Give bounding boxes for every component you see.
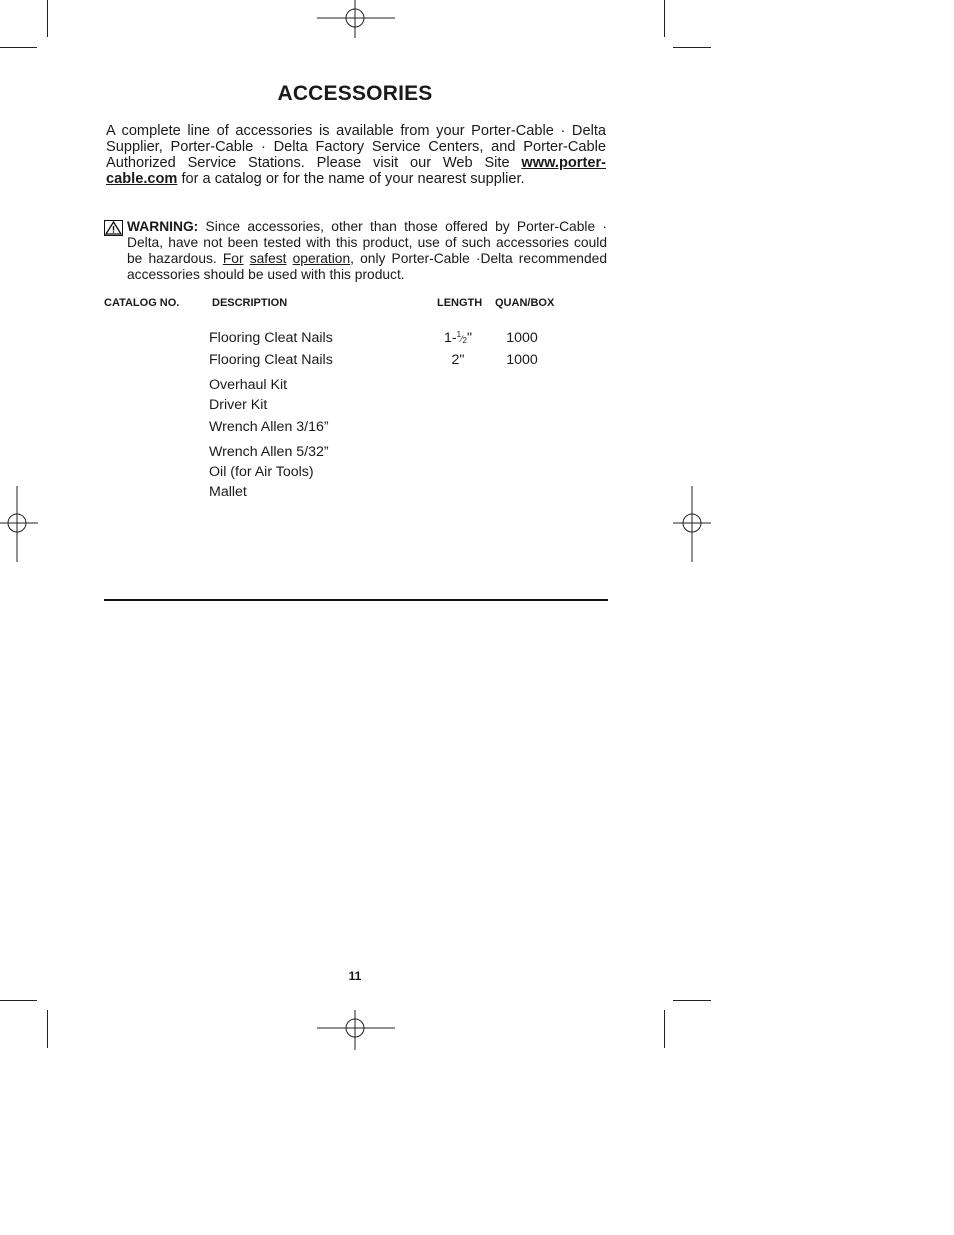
- warning-underlined-word: operation: [292, 251, 351, 266]
- crop-mark: [664, 0, 665, 37]
- item-description: Flooring Cleat Nails: [209, 330, 333, 346]
- registration-mark-icon: [317, 1010, 395, 1050]
- warning-label: WARNING:: [127, 219, 199, 234]
- website-link[interactable]: www.porter-cable.com: [106, 155, 606, 187]
- table-row: [0, 352, 700, 372]
- item-description: Wrench Allen 3/16”: [209, 419, 329, 435]
- crop-mark: [0, 1000, 37, 1001]
- table-row: [0, 444, 700, 464]
- page-title: ACCESSORIES: [277, 82, 433, 105]
- item-description: Wrench Allen 5/32”: [209, 444, 329, 460]
- item-length: $1-^1⁄_2$": [443, 330, 473, 346]
- intro-text: A complete line of accessories is available from your Porter-Cable · Delta Supplier, Porter-Cable · Delta Factory Service Centers, and Porter-Cable Authorized Service Stations. Please visit our Web Site: [106, 123, 606, 171]
- column-header-catalog: CATALOG NO.: [104, 297, 180, 309]
- warning-triangle-icon: [104, 220, 123, 236]
- crop-mark: [673, 1000, 711, 1001]
- crop-mark: [0, 47, 37, 48]
- item-description: Flooring Cleat Nails: [209, 352, 333, 368]
- crop-mark: [47, 1010, 48, 1048]
- column-header-quantity: QUAN/BOX: [495, 297, 555, 309]
- crop-mark: [47, 0, 48, 37]
- warning-underlined-word: safest: [249, 251, 287, 266]
- item-description: Overhaul Kit: [209, 377, 288, 393]
- warning-body: Since accessories, other than those offered by Porter-Cable · Delta, have not been tested with this product, use of such accessories could be hazardous.: [127, 219, 607, 266]
- item-quantity: 1000: [506, 352, 538, 368]
- item-description: Driver Kit: [209, 397, 268, 413]
- table-row: [0, 484, 700, 504]
- crop-mark: [664, 1010, 665, 1048]
- section-divider: [104, 599, 608, 601]
- warning-block: [104, 219, 607, 283]
- item-quantity: 1000: [506, 330, 538, 346]
- page-number: 11: [348, 969, 362, 983]
- warning-underlined-word: For: [222, 251, 244, 266]
- table-row: [0, 330, 700, 350]
- intro-paragraph: [106, 123, 606, 187]
- table-row: [0, 377, 700, 397]
- warning-text: [127, 219, 607, 283]
- item-description: Oil (for Air Tools): [209, 464, 314, 480]
- table-row: [0, 419, 700, 439]
- table-row: [0, 464, 700, 484]
- item-length: 2": [451, 352, 465, 368]
- column-header-description: DESCRIPTION: [212, 297, 288, 309]
- crop-mark: [673, 47, 711, 48]
- item-description: Mallet: [209, 484, 247, 500]
- column-header-length: LENGTH: [437, 297, 483, 309]
- warning-body-end: , only Porter-Cable ·Delta recommended accessories should be used with this product.: [127, 251, 607, 282]
- table-row: [0, 397, 700, 417]
- intro-text-end: for a catalog or for the name of your nearest supplier.: [177, 171, 525, 187]
- registration-mark-icon: [317, 0, 395, 38]
